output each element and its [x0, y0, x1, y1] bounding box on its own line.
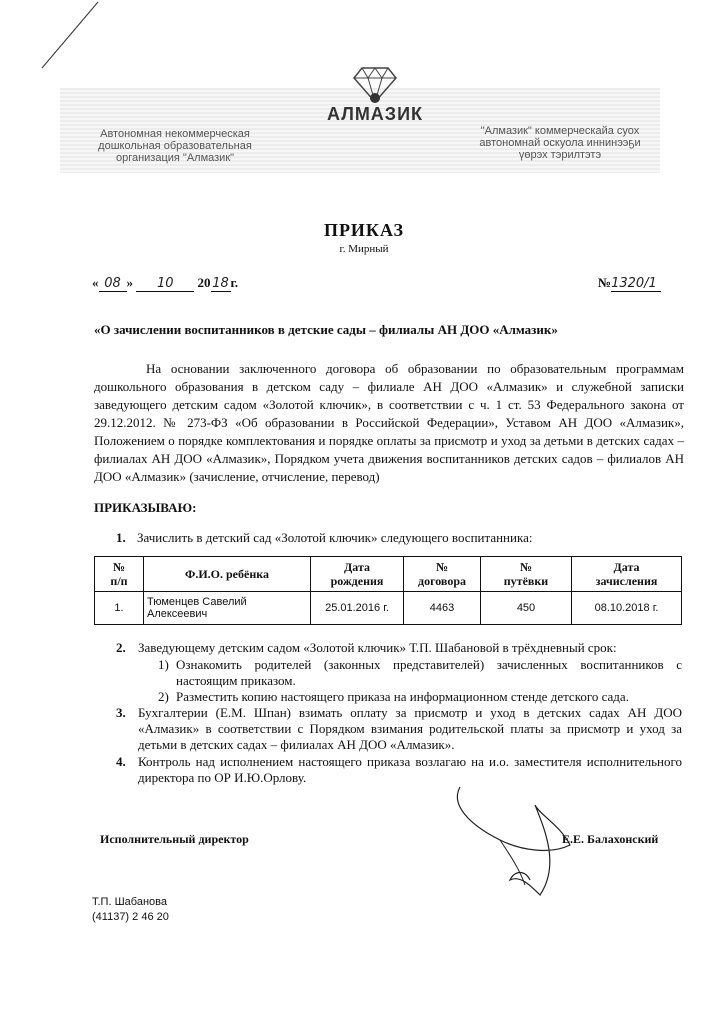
cell-enroll-date: 08.10.2018 г. [572, 592, 682, 625]
order-item-3 [116, 705, 682, 753]
number-sign: № [598, 275, 612, 290]
order-item-2 [116, 640, 682, 656]
org-left-line: организация "Алмазик" [115, 152, 235, 164]
org-right-line: "Алмазик" коммерческайа суох [480, 125, 640, 137]
subitem-number: 1) [158, 657, 169, 672]
date-quote: » [126, 275, 133, 290]
order-subitem-2-1 [116, 657, 682, 689]
order-item-4 [116, 754, 682, 786]
org-name-yakut [460, 125, 660, 161]
city: г. Мирный [339, 243, 389, 255]
executor-name: Т.П. Шабанова [92, 896, 167, 908]
date-quote: « [92, 275, 99, 290]
col-header-birthdate: Дата рождения [311, 557, 404, 592]
cell-contract: 4463 [404, 592, 481, 625]
order-item-1 [116, 530, 532, 546]
table-row [95, 592, 682, 625]
item-text: Бухгалтерии (Е.М. Шпан) взимать оплату за присмотр и уход в детских садах АН ДОО «Алмазик» в соответствии с Порядком взимания родительской платы за присмотр и уход за детьми в детских садах – филиалах АН ДОО «Алмазик». [138, 705, 682, 752]
item-number: 1. [116, 530, 126, 545]
org-name-russian [80, 128, 270, 164]
subitem-text: Ознакомить родителей (законных представителей) зачисленных воспитанников с настоящим приказом. [176, 657, 682, 688]
handwritten-signature [440, 785, 580, 900]
item-text: Зачислить в детский сад «Золотой ключик» следующего воспитанника: [137, 530, 533, 545]
preamble-text: На основании заключенного договора об образовании по образовательным программам дошкольного образования в детском саду – филиале АН ДОО «Алмазик» и служебной записки заведующего детским садом «Золотой ключик», в соответствии с ч. 1 ст. 53 Федерального закона от 29.12.2012. № 273-ФЗ «Об образовании в Российской Федерации», Уставом АН ДОО «Алмазик», Положением о порядке комплектования и порядке оплаты за присмотр и уход за детьми в детских садах – филиалах АН ДОО «Алмазик», Порядком учета движения воспитанников детских садов – филиалов АН ДОО «Алмазик» (зачисление, отчисление, перевод) [94, 361, 684, 484]
order-preamble [94, 360, 684, 486]
org-left-line: дошкольная образовательная [98, 140, 252, 152]
document-title: ПРИКАЗ [323, 220, 405, 240]
svg-text:АЛМАЗИК: АЛМАЗИК [326, 104, 424, 124]
executor-phone: (41137) 2 46 20 [92, 911, 169, 923]
date-g: г. [230, 275, 239, 290]
signer-name: Е.Е. Балахонский [562, 832, 659, 846]
org-left-line: Автономная некоммерческая [100, 128, 250, 140]
cell-child-name: Тюменцев Савелий Алексеевич [144, 592, 311, 625]
date-day: 08 [99, 276, 127, 292]
date-month: 10 [136, 276, 194, 292]
cell-voucher: 450 [481, 592, 572, 625]
date-year-prefix: 20 [197, 275, 211, 290]
item-text: Контроль над исполнением настоящего приказа возлагаю на и.о. заместителя исполнительного директора по ОР И.Ю.Орлову. [138, 754, 682, 785]
almazik-logo [300, 62, 450, 142]
corner-pen-mark [40, 0, 100, 70]
item-text: Заведующему детским садом «Золотой ключик» Т.П. Шабановой в трёхдневный срок: [138, 640, 617, 655]
signer-position: Исполнительный директор [100, 832, 249, 846]
subitem-number: 2) [158, 689, 169, 704]
col-header-name: Ф.И.О. ребёнка [144, 557, 311, 592]
item-number: 4. [116, 754, 126, 769]
order-number [598, 275, 661, 292]
col-header-voucher: № путёвки [481, 557, 572, 592]
org-right-line: үөрэх тэрилтэтэ [518, 149, 602, 161]
col-header-index: № п/п [95, 557, 144, 592]
executor-block [92, 895, 169, 925]
cell-index: 1. [95, 592, 144, 625]
col-header-contract: № договора [404, 557, 481, 592]
item-number: 2. [116, 640, 126, 655]
cell-birthdate: 25.01.2016 г. [311, 592, 404, 625]
order-word: ПРИКАЗЫВАЮ: [94, 500, 197, 515]
col-header-enroll-date: Дата зачисления [572, 557, 682, 592]
number-value: 1320/1 [611, 276, 661, 292]
subitem-text: Разместить копию настоящего приказа на информационном стенде детского сада. [176, 689, 629, 704]
order-subitem-2-2 [116, 689, 682, 705]
table-header-row [95, 557, 682, 592]
order-items [116, 640, 682, 787]
date-year-suffix: 18 [212, 276, 229, 291]
enrollment-table [94, 556, 682, 625]
order-date [92, 275, 238, 292]
org-right-line: автономнай оскуола иннинээҕи [479, 137, 641, 149]
item-number: 3. [116, 705, 126, 720]
order-subject: «О зачислении воспитанников в детские сады – филиалы АН ДОО «Алмазик» [94, 322, 558, 337]
